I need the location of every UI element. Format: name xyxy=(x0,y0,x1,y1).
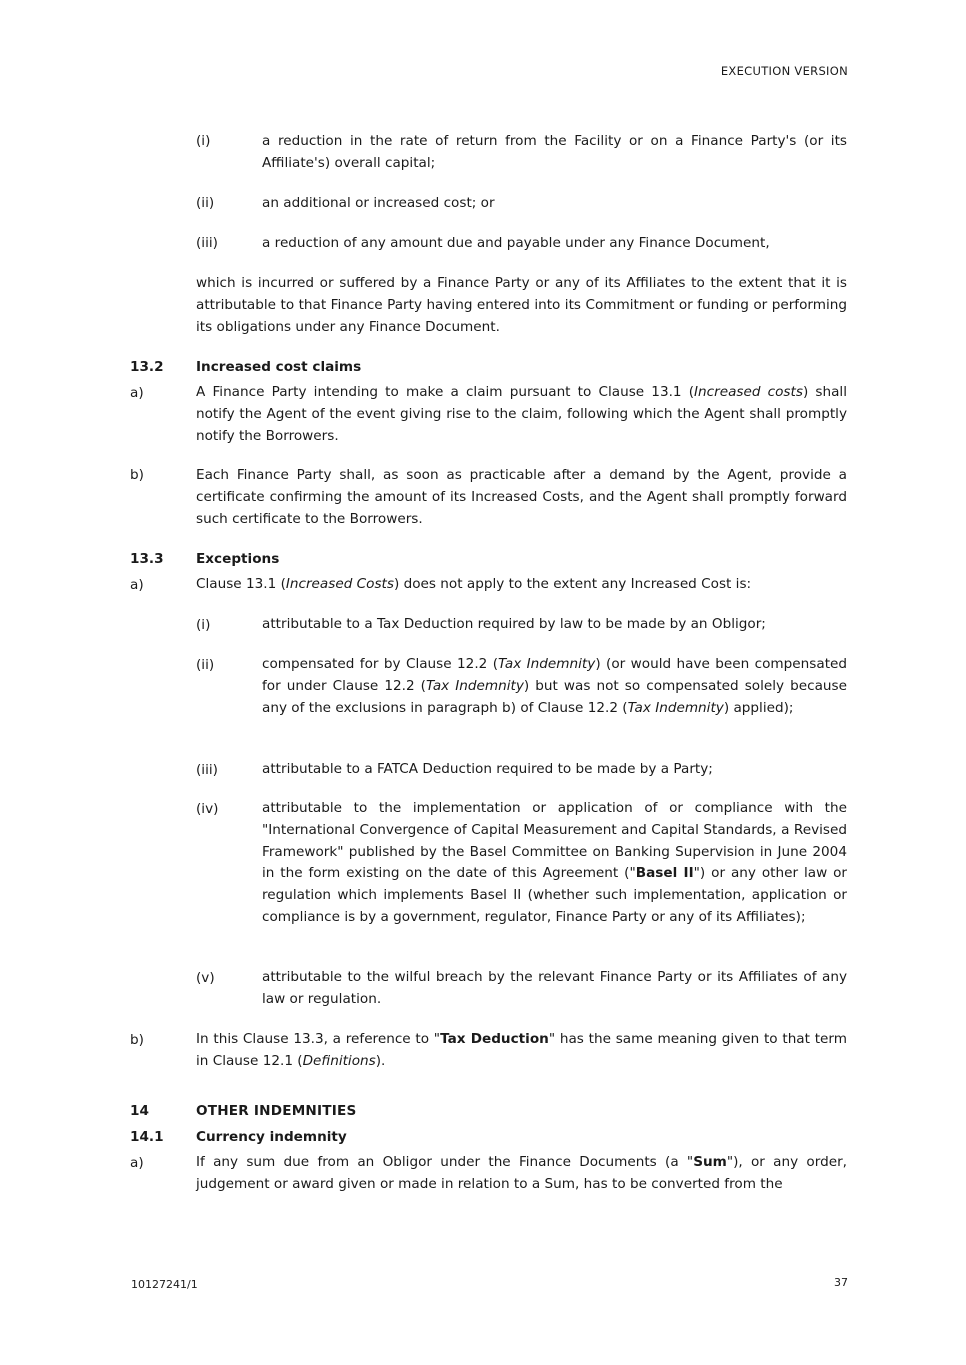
footer-page-number: 37 xyxy=(834,1276,848,1289)
header-execution-version: EXECUTION VERSION xyxy=(720,64,848,78)
section-number-14: 14 xyxy=(130,1103,149,1119)
clause-number-14-1: 14.1 xyxy=(130,1129,164,1145)
exception-label-i: (i) xyxy=(196,617,211,633)
item-text-ii: an additional or increased cost; or xyxy=(262,195,495,211)
text-run: ") or any other law or regulation which implements Basel II (whether such implementation, application or compliance is by a government, regulator, Finance Party or any of its Affiliates); xyxy=(262,865,848,925)
paragraph-tail: which is incurred or suffered by a Finance Party or any of its Affiliates to the extent that it is attributable to that Finance Party having entered into its Commitment or funding or performing its obligations under any Finance Document. xyxy=(196,275,847,335)
clause-number-13-3: 13.3 xyxy=(130,551,164,567)
exception-label-v: (v) xyxy=(196,970,215,986)
paragraph-13-3-b xyxy=(196,1029,847,1073)
text-run: " has the same meaning given to that term in Clause 12.1 ( xyxy=(196,1031,848,1069)
text-run: ) (or would have been compensated for under Clause 12.2 ( xyxy=(262,656,848,694)
item-label-i: (i) xyxy=(196,133,211,149)
clause-number-13-2: 13.2 xyxy=(130,359,164,375)
exception-label-ii: (ii) xyxy=(196,657,215,673)
paragraph-14-1-a xyxy=(196,1152,847,1196)
item-label-ii: (ii) xyxy=(196,195,215,211)
text-run: Clause 13.1 ( xyxy=(196,576,286,592)
paragraph-13-2-b: Each Finance Party shall, as soon as practicable after a demand by the Agent, provide a certificate confirming the amount of its Increased Costs, and the Agent shall promptly forward such certificate to the Borrowers. xyxy=(196,467,847,527)
italic-reference: Tax Indemnity xyxy=(627,699,724,716)
item-text-iii: a reduction of any amount due and payable under any Finance Document, xyxy=(262,235,770,251)
text-run: ) but was not so compensated solely because any of the exclusions in paragraph b) of Clause 12.2 ( xyxy=(262,677,847,716)
exception-label-iv: (iv) xyxy=(196,801,219,817)
text-run: If any sum due from an Obligor under the Finance Documents (a " xyxy=(196,1154,694,1170)
exception-text-ii xyxy=(262,654,847,719)
section-title-14: OTHER INDEMNITIES xyxy=(196,1103,357,1119)
exception-text-i: attributable to a Tax Deduction required by law to be made by an Obligor; xyxy=(262,616,766,632)
paragraph-label-13-2-b: b) xyxy=(130,467,144,483)
clause-title-13-3: Exceptions xyxy=(196,551,280,567)
paragraph-label-13-3-b: b) xyxy=(130,1032,144,1048)
bold-defined-term: Sum xyxy=(693,1154,727,1170)
italic-reference: Increased Costs xyxy=(285,576,394,592)
exception-text-v: attributable to the wilful breach by the relevant Finance Party or its Affiliates of any law or regulation. xyxy=(262,969,847,1007)
item-label-iii: (iii) xyxy=(196,235,218,251)
italic-reference: Increased costs xyxy=(694,384,803,400)
italic-reference: Tax Indemnity xyxy=(425,677,524,694)
bold-defined-term: Tax Deduction xyxy=(440,1031,549,1047)
text-run: In this Clause 13.3, a reference to " xyxy=(196,1031,441,1047)
text-run: ). xyxy=(375,1052,386,1069)
italic-reference: Tax Indemnity xyxy=(498,656,596,672)
italic-reference: Definitions xyxy=(302,1052,376,1069)
clause-title-14-1: Currency indemnity xyxy=(196,1129,347,1145)
clause-title-13-2: Increased cost claims xyxy=(196,359,362,375)
paragraph-label-14-1-a: a) xyxy=(130,1155,144,1171)
text-run: A Finance Party intending to make a claim pursuant to Clause 13.1 ( xyxy=(196,384,695,400)
text-run: ) applied); xyxy=(723,699,794,716)
item-text-i: a reduction in the rate of return from the Facility or on a Finance Party's (or its Affiliate's) overall capital; xyxy=(262,133,847,171)
text-run: ) does not apply to the extent any Increased Cost is: xyxy=(393,576,752,592)
exception-label-iii: (iii) xyxy=(196,762,218,778)
text-run: attributable to the implementation or application of or compliance with the "International Convergence of Capital Measurement and Capital Standards, a Revised Framework" published by the Basel Committee on Banking Supervision in June 2004 in the form existing on the date of this Agreement (" xyxy=(262,800,847,882)
text-run: compensated for by Clause 12.2 ( xyxy=(262,656,499,672)
exception-text-iv xyxy=(262,798,847,929)
paragraph-label-13-2-a: a) xyxy=(130,385,144,401)
exception-text-iii: attributable to a FATCA Deduction required to be made by a Party; xyxy=(262,761,713,777)
text-run: ) shall notify the Agent of the event giving rise to the claim, following which the Agent shall promptly notify the Borrowers. xyxy=(196,384,847,444)
paragraph-13-2-a xyxy=(196,382,847,447)
paragraph-label-13-3-a: a) xyxy=(130,577,144,593)
text-run: "), or any order, judgement or award given or made in relation to a Sum, has to be converted from the xyxy=(196,1154,848,1192)
paragraph-13-3-a xyxy=(196,574,847,596)
footer-document-reference: 10127241/1 xyxy=(131,1278,198,1291)
bold-defined-term: Basel II xyxy=(635,865,694,882)
